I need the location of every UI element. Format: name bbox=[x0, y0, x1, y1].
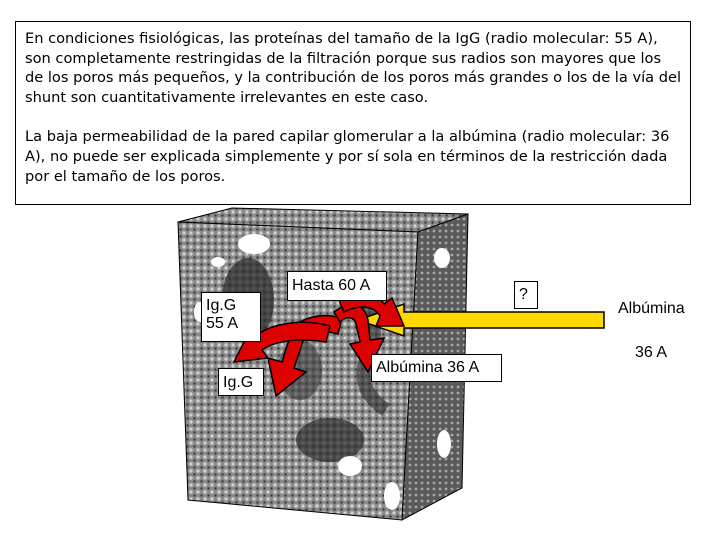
pore-opening bbox=[434, 248, 450, 268]
label-albumina-36a: Albúmina 36 A bbox=[371, 354, 502, 382]
paragraph-albumin-permeability: La baja permeabilidad de la pared capilar glomerular a la albúmina (radio molecular: 36 A), no puede ser explicada simplemente y por sí sola en términos de la restricción dada por el tamaño de los poros. bbox=[25, 128, 670, 185]
label-question: ? bbox=[514, 281, 538, 309]
paragraph-igg-restriction: En condiciones fisiológicas, las proteínas del tamaño de la IgG (radio molecular: 55 A), son completamente restringidas de la filtración porque sus radios son mayores que los de los poros más pequeños, y la contribución de los poros más grandes o los de la vía del shunt son cuantitativamente irrelevantes en este caso. bbox=[25, 30, 682, 106]
pore-opening bbox=[338, 456, 362, 476]
pore-opening bbox=[211, 257, 225, 267]
pore-opening bbox=[437, 430, 451, 458]
pore-opening bbox=[384, 482, 400, 510]
label-36a: 36 A bbox=[635, 344, 668, 361]
label-igg-55a-line1: Ig.G bbox=[206, 297, 237, 314]
label-igg-55a bbox=[201, 292, 261, 342]
pore-opening bbox=[238, 234, 270, 254]
label-albumina: Albúmina bbox=[618, 300, 685, 317]
label-igg-55a-line2: 55 A bbox=[206, 315, 239, 332]
label-igg: Ig.G bbox=[218, 368, 264, 396]
pore-channel bbox=[296, 418, 364, 462]
label-hasta-60a: Hasta 60 A bbox=[287, 271, 387, 301]
